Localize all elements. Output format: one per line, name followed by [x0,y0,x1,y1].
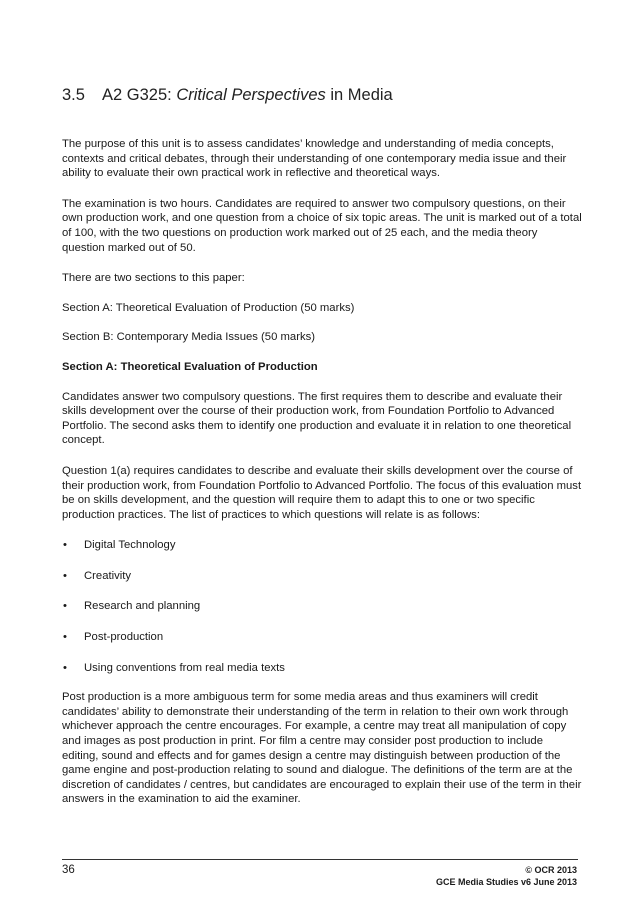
bullet-icon: • [63,539,67,552]
document-title: GCE Media Studies v6 June 2013 [435,877,577,887]
bullet-icon: • [63,600,67,613]
list-item: • Post-production [63,631,164,644]
section-title-prefix: A2 G325: [102,86,177,104]
subheading-section-a: Section A: Theoretical Evaluation of Production [62,360,318,373]
list-item: • Digital Technology [63,539,176,552]
body-text [62,137,582,807]
paragraph-examination: The examination is two hours. Candidates are required to answer two compulsory questions, on their own production work, and one question from a choice of six topic areas. The unit is marked out of a total of 100, with the two questions on production work marked out of 25 each, and the media theory question marked out of 50. [62,197,582,254]
practices-list [62,538,582,675]
section-number: 3.5 [62,86,85,104]
footer-divider [62,859,578,860]
page-number: 36 [62,864,75,876]
paragraph-candidates: Candidates answer two compulsory questions. The first requires them to describe and evaluate their skills development over the course of their production work, from Foundation Portfolio to Advanced Portfolio. The second asks them to identify one production and evaluate it in relation to one theoretical concept. [62,390,572,447]
paragraph-post-production: Post production is a more ambiguous term for some media areas and thus examiners will credit candidates’ ability to demonstrate their understanding of the term in relation to their own work through whichever approach the centre encourages. For example, a centre may treat all manipulation of copy and images as post production in print. For film a centre may consider post production to include editing, sound and effects and for games design a centre may distinguish between production of the game engine and post-production relating to sound and dialogue. The definitions of the term are at the discretion of candidates / centres, but candidates are encouraged to explain their use of the term in their answers in the examination to aid the examiner. [62,691,582,806]
paragraph-question-1a: Question 1(a) requires candidates to describe and evaluate their skills development over the course of their production work, from Foundation Portfolio to Advanced Portfolio. The focus of this evaluation must be on skills development, and the question will require them to adapt this to one or two specific production practices. The list of practices to which questions will relate is as follows: [62,464,582,521]
bullet-icon: • [63,661,67,674]
section-title-italic: Critical Perspectives [176,86,326,104]
footer-info [436,864,577,888]
section-a-line: Section A: Theoretical Evaluation of Production (50 marks) [62,301,355,314]
section-title-suffix: in Media [325,86,393,104]
paragraph-purpose: The purpose of this unit is to assess candidates’ knowledge and understanding of media concepts, contexts and critical debates, through their understanding of one contemporary media issue and their ability to evaluate their own practical work in reflective and theoretical ways. [62,138,567,180]
list-item: • Research and planning [63,600,201,613]
list-item: • Creativity [63,569,132,582]
bullet-icon: • [63,569,67,582]
paragraph-sections-intro: There are two sections to this paper: [62,272,245,285]
copyright-text: © OCR 2013 [525,865,577,875]
bullet-icon: • [63,631,67,644]
section-heading [62,86,393,105]
list-item: • Using conventions from real media texts [63,661,285,674]
section-b-line: Section B: Contemporary Media Issues (50 marks) [62,331,316,344]
